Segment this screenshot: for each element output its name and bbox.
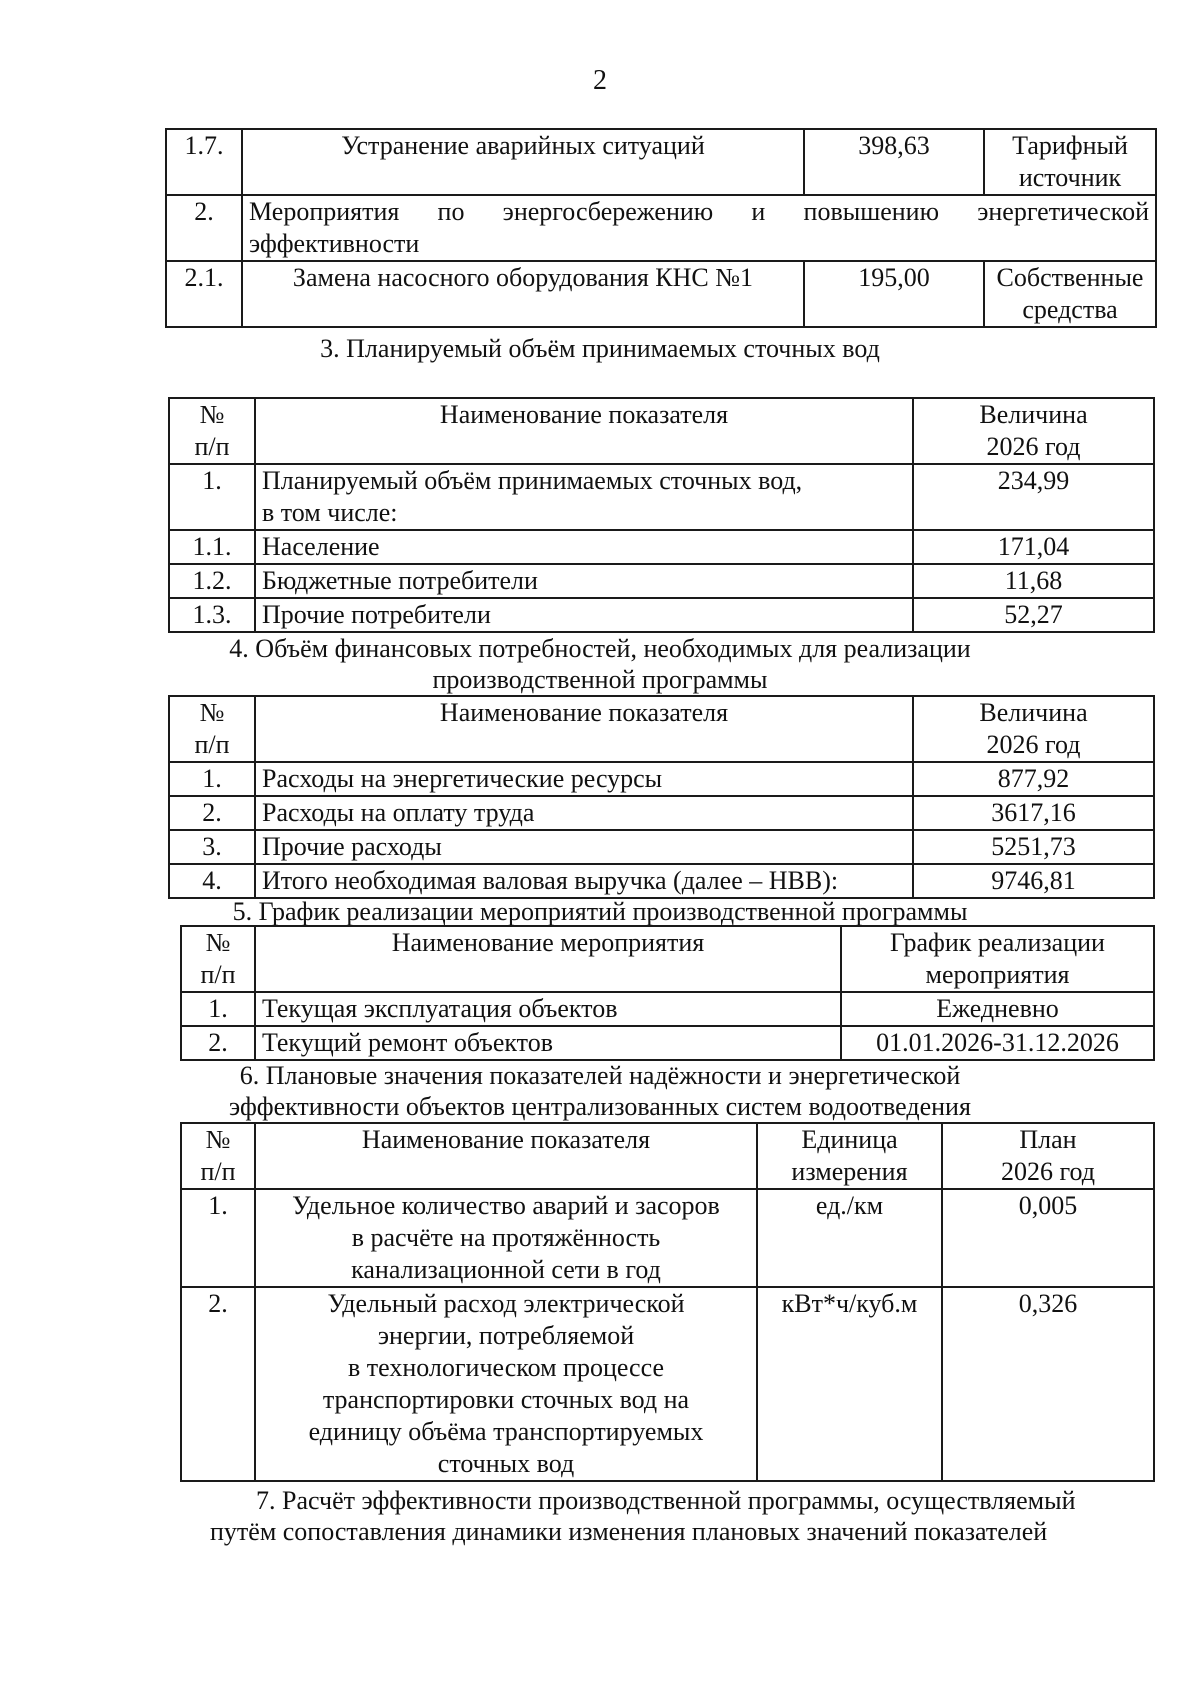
section-7-line: путём сопоставления динамики изменения плановых значений показателей xyxy=(210,1517,1048,1547)
header-line: № xyxy=(199,400,225,429)
table-row xyxy=(166,195,1156,261)
row-number: 2. xyxy=(169,796,255,830)
indicator-value: 11,68 xyxy=(913,564,1154,598)
row-number: 2.1. xyxy=(166,261,242,327)
table-header-row xyxy=(181,926,1154,992)
expense-name: Прочие расходы xyxy=(255,830,913,864)
header-line: 2026 год xyxy=(1001,1157,1095,1186)
header-line: п/п xyxy=(200,960,236,989)
column-header-name: Наименование показателя xyxy=(255,1123,757,1189)
indicator-name: Прочие потребители xyxy=(255,598,913,632)
table-header-row xyxy=(169,398,1154,464)
table-header-row xyxy=(181,1123,1154,1189)
column-header-name: Наименование показателя xyxy=(255,398,913,464)
expense-value: 9746,81 xyxy=(913,864,1154,898)
activity-name: Текущий ремонт объектов xyxy=(255,1026,841,1060)
indicator-value: 234,99 xyxy=(913,464,1154,530)
indicator-line: Удельный расход электрической xyxy=(327,1289,685,1318)
header-line: Единица xyxy=(801,1125,898,1154)
funding-source-line: Собственные xyxy=(996,263,1144,292)
section-6-title-line: эффективности объектов централизованных систем водоотведения xyxy=(229,1092,971,1122)
funding-source-line: Тарифный xyxy=(1012,131,1128,160)
indicator-value: 171,04 xyxy=(913,530,1154,564)
column-header-number xyxy=(181,926,255,992)
indicator-line: Планируемый объём принимаемых сточных вод, xyxy=(262,466,803,495)
measure-group-line: Мероприятия по энергосбережению и повышению энергетической xyxy=(249,197,1149,226)
indicator-plan: 0,005 xyxy=(942,1189,1154,1287)
indicator-line: транспортировки сточных вод на xyxy=(322,1385,690,1414)
header-line: измерения xyxy=(791,1157,908,1186)
section-6-title-line: 6. Плановые значения показателей надёжности и энергетической xyxy=(239,1061,961,1090)
table-row xyxy=(181,1287,1154,1481)
indicator-name xyxy=(255,464,913,530)
measure-name: Устранение аварийных ситуаций xyxy=(242,129,804,195)
indicator-value: 52,27 xyxy=(913,598,1154,632)
table-row xyxy=(181,1026,1154,1060)
expense-value: 5251,73 xyxy=(913,830,1154,864)
indicator-line: в технологическом процессе xyxy=(348,1353,664,1382)
expense-value: 877,92 xyxy=(913,762,1154,796)
funding-source-line: источник xyxy=(1018,163,1122,192)
header-line: График реализации xyxy=(890,928,1105,957)
funding-source xyxy=(984,129,1156,195)
expense-name: Итого необходимая валовая выручка (далее – НВВ): xyxy=(255,864,913,898)
indicator-unit: кВт*ч/куб.м xyxy=(757,1287,942,1481)
table-row xyxy=(169,830,1154,864)
column-header-number xyxy=(169,696,255,762)
table-row xyxy=(166,129,1156,195)
page-number: 2 xyxy=(593,65,607,96)
indicator-line: энергии, потребляемой xyxy=(377,1321,635,1350)
table-row xyxy=(169,762,1154,796)
expense-name: Расходы на оплату труда xyxy=(255,796,913,830)
header-line: п/п xyxy=(200,1157,236,1186)
indicator-line: единицу объёма транспортируемых xyxy=(308,1417,704,1446)
row-number: 1. xyxy=(169,464,255,530)
column-header-name: Наименование мероприятия xyxy=(255,926,841,992)
expense-name: Расходы на энергетические ресурсы xyxy=(255,762,913,796)
table-row xyxy=(169,464,1154,530)
row-number: 1.1. xyxy=(169,530,255,564)
section-3-title: 3. Планируемый объём принимаемых сточных вод xyxy=(320,334,880,363)
funding-source-line: средства xyxy=(1022,295,1118,324)
table-row xyxy=(169,530,1154,564)
indicator-line: Удельное количество аварий и засоров xyxy=(292,1191,720,1220)
column-header-name: Наименование показателя xyxy=(255,696,913,762)
table-header-row xyxy=(169,696,1154,762)
indicator-line: в расчёте на протяжённость xyxy=(351,1223,661,1252)
indicator-plan: 0,326 xyxy=(942,1287,1154,1481)
section-4-title xyxy=(0,633,1200,695)
section-4-title-line: производственной программы xyxy=(432,665,768,695)
indicator-name: Бюджетные потребители xyxy=(255,564,913,598)
section-5-title: 5. График реализации мероприятий производственной программы xyxy=(232,897,968,926)
row-number: 2. xyxy=(166,195,242,261)
header-line: Величина xyxy=(979,698,1088,727)
section-7-paragraph xyxy=(210,1485,1150,1547)
row-number: 2. xyxy=(181,1026,255,1060)
table-row xyxy=(181,992,1154,1026)
column-header-number xyxy=(169,398,255,464)
row-number: 4. xyxy=(169,864,255,898)
header-line: № xyxy=(205,928,231,957)
section-7-line: 7. Расчёт эффективности производственной программы, осуществляемый xyxy=(256,1486,1076,1515)
measure-value: 398,63 xyxy=(804,129,984,195)
measure-value: 195,00 xyxy=(804,261,984,327)
header-line: 2026 год xyxy=(986,432,1081,461)
row-number: 1.3. xyxy=(169,598,255,632)
header-line: 2026 год xyxy=(986,730,1081,759)
row-number: 1.2. xyxy=(169,564,255,598)
column-header-schedule xyxy=(841,926,1154,992)
row-number: 3. xyxy=(169,830,255,864)
indicator-unit: ед./км xyxy=(757,1189,942,1287)
column-header-value xyxy=(913,696,1154,762)
table-row xyxy=(181,1189,1154,1287)
indicator-name xyxy=(255,1189,757,1287)
row-number: 1. xyxy=(169,762,255,796)
column-header-value xyxy=(913,398,1154,464)
financial-needs-table xyxy=(168,695,1155,899)
schedule-table xyxy=(180,925,1155,1061)
row-number: 1. xyxy=(181,992,255,1026)
header-line: № xyxy=(205,1125,231,1154)
table-row xyxy=(166,261,1156,327)
header-line: План xyxy=(1019,1125,1077,1154)
indicator-line: сточных вод xyxy=(437,1449,575,1478)
activity-schedule: Ежедневно xyxy=(841,992,1154,1026)
measure-group-line: эффективности xyxy=(249,229,420,258)
measures-table xyxy=(165,128,1157,328)
header-line: мероприятия xyxy=(925,960,1070,989)
table-row xyxy=(169,796,1154,830)
header-line: Величина xyxy=(979,400,1088,429)
header-line: п/п xyxy=(194,432,230,461)
table-row xyxy=(169,864,1154,898)
indicator-line: канализационной сети в год xyxy=(351,1255,661,1284)
funding-source xyxy=(984,261,1156,327)
expense-value: 3617,16 xyxy=(913,796,1154,830)
indicator-name: Население xyxy=(255,530,913,564)
activity-schedule: 01.01.2026-31.12.2026 xyxy=(841,1026,1154,1060)
reliability-indicators-table xyxy=(180,1122,1155,1482)
column-header-unit xyxy=(757,1123,942,1189)
section-6-title xyxy=(0,1060,1200,1122)
section-4-title-line: 4. Объём финансовых потребностей, необходимых для реализации xyxy=(229,634,971,663)
measure-group-name xyxy=(242,195,1156,261)
indicator-line: в том числе: xyxy=(262,498,398,527)
header-line: п/п xyxy=(194,730,230,759)
row-number: 1.7. xyxy=(166,129,242,195)
row-number: 2. xyxy=(181,1287,255,1481)
row-number: 1. xyxy=(181,1189,255,1287)
header-line: № xyxy=(199,698,225,727)
table-row xyxy=(169,598,1154,632)
measure-name: Замена насосного оборудования КНС №1 xyxy=(242,261,804,327)
table-row xyxy=(169,564,1154,598)
activity-name: Текущая эксплуатация объектов xyxy=(255,992,841,1026)
column-header-plan xyxy=(942,1123,1154,1189)
wastewater-volume-table xyxy=(168,397,1155,633)
column-header-number xyxy=(181,1123,255,1189)
indicator-name xyxy=(255,1287,757,1481)
